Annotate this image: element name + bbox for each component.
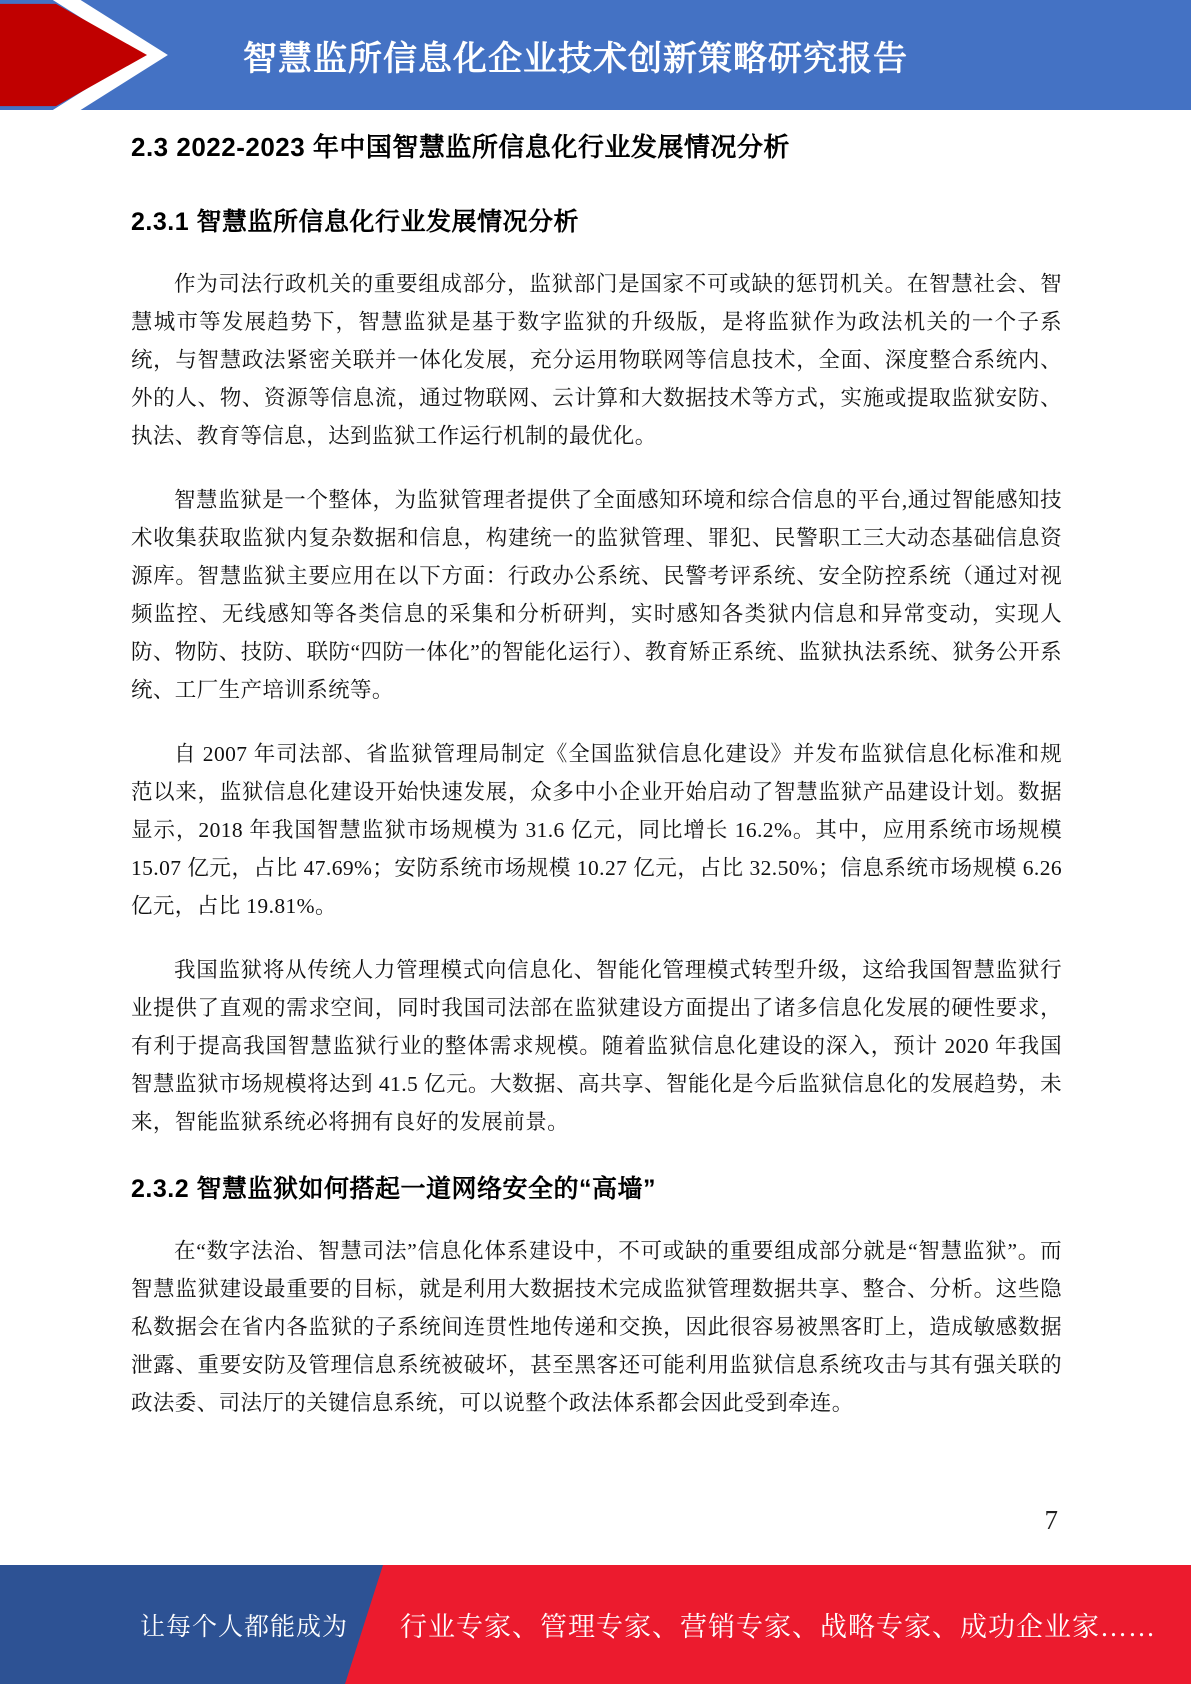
section-heading-2-3: 2.3 2022-2023 年中国智慧监所信息化行业发展情况分析 [131,132,790,162]
paragraph-2: 智慧监狱是一个整体，为监狱管理者提供了全面感知环境和综合信息的平台,通过智能感知技术收集获取监狱内复杂数据和信息，构建统一的监狱管理、罪犯、民警职工三大动态基础信息资源库。智慧监狱主要应用在以下方面：行政办公系统、民警考评系统、安全防控系统（通过对视频监控、无线感知等各类信息的采集和分析研判，实时感知各类狱内信息和异常变动，实现人防、物防、技防、联防“四防一体化”的智能化运行）、教育矫正系统、监狱执法系统、狱务公开系统、工厂生产培训系统等。 [131,488,1062,702]
paragraph-5: 在“数字法治、智慧司法”信息化体系建设中，不可或缺的重要组成部分就是“智慧监狱”。而智慧监狱建设最重要的目标，就是利用大数据技术完成监狱管理数据共享、整合、分析。这些隐私数据会在省内各监狱的子系统间连贯性地传递和交换，因此很容易被黑客盯上，造成敏感数据泄露、重要安防及管理信息系统被破坏，甚至黑客还可能利用监狱信息系统攻击与其有强关联的政法委、司法厅的关键信息系统，可以说整个政法体系都会因此受到牵连。 [131,1239,1062,1415]
footer-slogan-left: 让每个人都能成为 [140,1613,349,1641]
subsection-heading-2-3-2: 2.3.2 智慧监狱如何搭起一道网络安全的“高墙” [131,1175,657,1203]
paragraph-3: 自 2007 年司法部、省监狱管理局制定《全国监狱信息化建设》并发布监狱信息化标准和规范以来，监狱信息化建设开始快速发展，众多中小企业开始启动了智慧监狱产品建设计划。数据显示，2018 年我国智慧监狱市场规模为 31.6 亿元，同比增长 16.2%。其中，应用系统市场规模 15.07 亿元，占比 47.69%；安防系统市场规模 10.27 亿元，占比 32.50%；信息系统市场规模 6.26 亿元，占比 19.81%。 [131,742,1062,918]
subsection-heading-2-3-1: 2.3.1 智慧监所信息化行业发展情况分析 [131,208,580,236]
page-number: 7 [1044,1505,1058,1535]
report-title: 智慧监所信息化企业技术创新策略研究报告 [243,39,908,78]
report-header [0,0,1191,110]
paragraph-4: 我国监狱将从传统人力管理模式向信息化、智能化管理模式转型升级，这给我国智慧监狱行业提供了直观的需求空间，同时我国司法部在监狱建设方面提出了诸多信息化发展的硬性要求，有利于提高我国智慧监狱行业的整体需求规模。随着监狱信息化建设的深入，预计 2020 年我国智慧监狱市场规模将达到 41.5 亿元。大数据、高共享、智能化是今后监狱信息化的发展趋势，未来，智能监狱系统必将拥有良好的发展前景。 [131,958,1062,1134]
footer-slogan-right: 行业专家、管理专家、营销专家、战略专家、成功企业家…… [400,1612,1156,1642]
footer-banner [0,1565,1191,1684]
document-body [131,110,1062,1422]
paragraph-1: 作为司法行政机关的重要组成部分，监狱部门是国家不可或缺的惩罚机关。在智慧社会、智慧城市等发展趋势下，智慧监狱是基于数字监狱的升级版，是将监狱作为政法机关的一个子系统，与智慧政法紧密关联并一体化发展，充分运用物联网等信息技术，全面、深度整合系统内、外的人、物、资源等信息流，通过物联网、云计算和大数据技术等方式，实施或提取监狱安防、执法、教育等信息，达到监狱工作运行机制的最优化。 [131,272,1062,448]
